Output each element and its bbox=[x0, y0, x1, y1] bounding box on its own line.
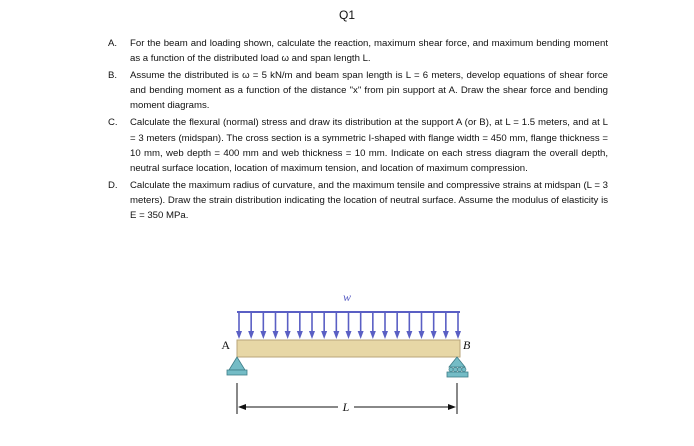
load-label: w bbox=[342, 290, 352, 304]
part-letter: A. bbox=[108, 38, 118, 49]
load-arrow-head bbox=[455, 331, 461, 339]
load-arrow-head bbox=[358, 331, 364, 339]
load-arrow-head bbox=[309, 331, 315, 339]
load-arrow-head bbox=[236, 331, 242, 339]
roller-wheel bbox=[462, 367, 466, 371]
load-arrow-head bbox=[273, 331, 279, 339]
ground-block bbox=[447, 372, 468, 377]
load-arrow-head bbox=[297, 331, 303, 339]
roller-wheel bbox=[453, 367, 457, 371]
dimension-arrow-right bbox=[448, 404, 456, 410]
pin-support-icon bbox=[229, 357, 245, 370]
roller-wheels bbox=[449, 367, 466, 371]
span-label: L bbox=[342, 400, 350, 414]
load-arrow-head bbox=[443, 331, 449, 339]
beam bbox=[237, 340, 460, 357]
span-dimension bbox=[237, 383, 457, 414]
load-arrow-head bbox=[285, 331, 291, 339]
load-arrow-head bbox=[248, 331, 254, 339]
roller-wheel bbox=[449, 367, 453, 371]
load-arrow-head bbox=[431, 331, 437, 339]
part-text: Calculate the maximum radius of curvature, and the maximum tensile and compressive strains at midspan (L = 3 meters). Draw the strain distribution indicating the location of neutral surface. Assume the modulus of elasticity is E = 350 MPa. bbox=[130, 179, 608, 222]
ground-block bbox=[227, 370, 247, 375]
part-letter: C. bbox=[108, 117, 118, 129]
load-arrow-head bbox=[406, 331, 412, 339]
distributed-load-arrows bbox=[236, 312, 461, 339]
roller-support-icon bbox=[449, 357, 465, 367]
load-arrow-head bbox=[394, 331, 400, 339]
roller-wheel bbox=[458, 367, 462, 371]
pin-support-a bbox=[227, 357, 247, 375]
load-arrow-head bbox=[419, 331, 425, 339]
part-letter: D. bbox=[108, 179, 118, 191]
load-arrow-head bbox=[370, 331, 376, 339]
part-text: For the beam and loading shown, calculate the reaction, maximum shear force, and maximum bending moment as a function of the distributed load ω and span length L. bbox=[130, 38, 608, 65]
support-b-label: B bbox=[463, 338, 471, 352]
part-text: Calculate the flexural (normal) stress and draw its distribution at the support A (or B), at L = 1.5 meters, and at L = 3 meters (midspan). The cross section is a symmetric I-shaped with flange width = 450 mm, flange thickness = 10 mm, web depth = 400 mm and web thickness = 10 mm. Indicate on each stress diagram the overall depth, neutral surface location, location of maximum tension, and location of maximum compression. bbox=[130, 117, 608, 174]
dimension-arrow-left bbox=[238, 404, 246, 410]
part-text: Assume the distributed is ω = 5 kN/m and beam span length is L = 6 meters, develop equations of shear force and bending moment as a function of the distance "x" from pin support at A. Draw the shear force and bending moment diagrams. bbox=[130, 70, 608, 112]
support-a-label: A bbox=[221, 338, 230, 352]
load-arrow-head bbox=[260, 331, 266, 339]
question-title: Q1 bbox=[338, 8, 355, 22]
part-letter: B. bbox=[108, 70, 118, 82]
load-arrow-head bbox=[382, 331, 388, 339]
load-arrow-head bbox=[346, 331, 352, 339]
load-arrow-head bbox=[333, 331, 339, 339]
load-arrow-head bbox=[321, 331, 327, 339]
roller-support-b bbox=[447, 357, 468, 377]
